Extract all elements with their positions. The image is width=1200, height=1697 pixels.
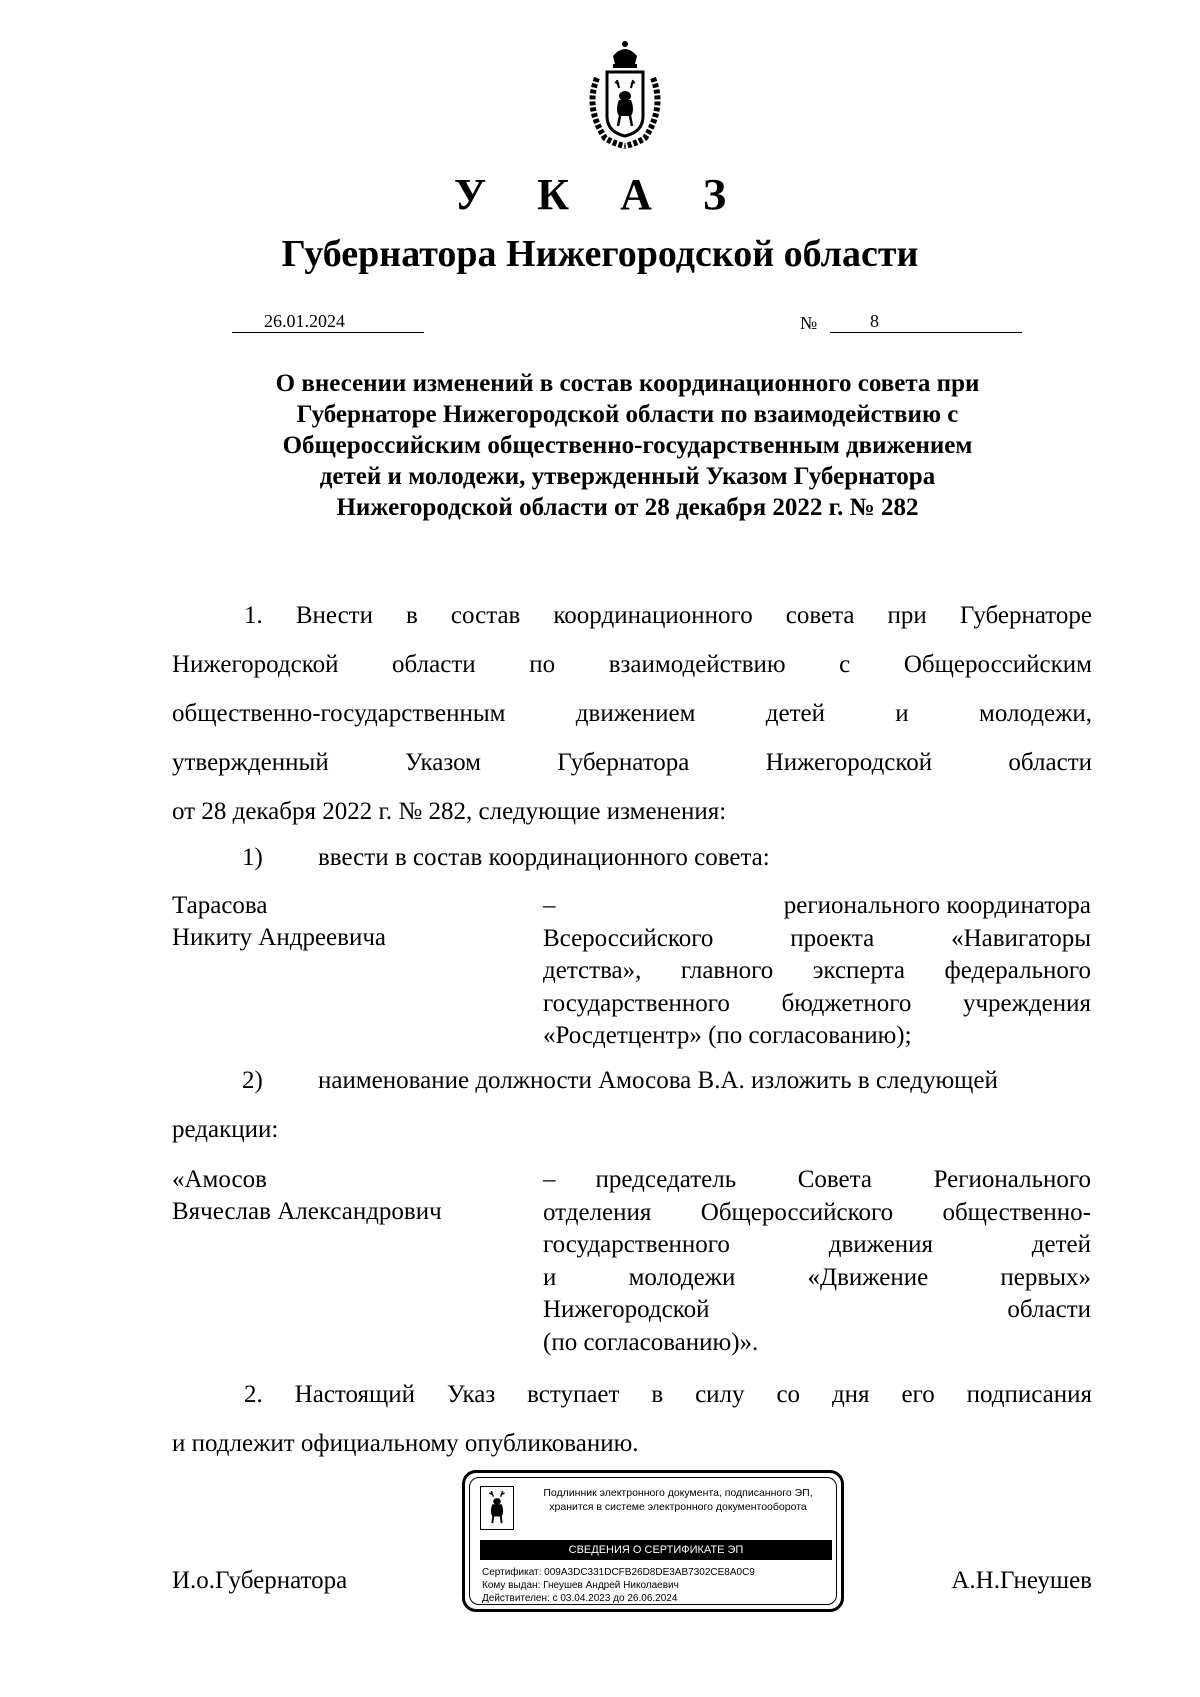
- description-line: «Росдетцентр» (по согласованию);: [543, 1022, 912, 1049]
- electronic-signature-stamp: [462, 1470, 844, 1612]
- description-line: государственного бюджетного учреждения: [543, 989, 1091, 1017]
- paragraph-2: [172, 1370, 1092, 1468]
- person-name-line: Никиту Андреевича: [172, 924, 387, 951]
- description-line: (по согласованию)».: [543, 1328, 759, 1356]
- person-1-name: [172, 890, 512, 954]
- description-line: Нижегородской области: [543, 1296, 1091, 1323]
- item-2-number: 2): [242, 1067, 263, 1094]
- description-line: регионального координатора: [783, 892, 1091, 919]
- coat-of-arms-icon: [575, 38, 675, 150]
- certificate-bar: СВЕДЕНИЯ О СЕРТИФИКАТЕ ЭП: [480, 1540, 832, 1560]
- issuer-title: Губернатора Нижегородской области: [281, 233, 919, 275]
- signatory-position: И.о.Губернатора: [172, 1567, 348, 1594]
- person-name-line: Вячеслав Александрович: [172, 1198, 442, 1225]
- deer-emblem-icon: [480, 1486, 514, 1530]
- document-date: 26.01.2024: [232, 310, 424, 333]
- stamp-header-line: хранится в системе электронного документооборота: [549, 1501, 807, 1513]
- stamp-header: [522, 1486, 834, 1514]
- certificate-validity: Действителен: с 03.04.2023 до 26.06.2024: [482, 1593, 678, 1604]
- description-line: председатель Совета Регионального: [595, 1166, 1091, 1193]
- subject-line: Нижегородской области от 28 декабря 2022 г. № 282: [336, 494, 919, 521]
- document-subject: [200, 368, 1055, 523]
- description-line: детства», главного эксперта федерального: [543, 957, 1091, 984]
- dash: –: [543, 892, 556, 919]
- subject-line: Общероссийским общественно-государственным движением: [282, 432, 973, 459]
- description-line: отделения Общероссийского общественно-: [543, 1198, 1091, 1226]
- description-line: Всероссийского проекта «Навигаторы: [543, 924, 1091, 952]
- certificate-number: Сертификат: 009A3DC331DCFB26D8DE3AB7302CE8A0C9: [482, 1567, 755, 1578]
- number-label: №: [800, 313, 818, 333]
- certificate-details: [482, 1566, 755, 1605]
- paragraph-line: от 28 декабря 2022 г. № 282, следующие изменения:: [172, 798, 727, 825]
- person-2-description: [543, 1164, 1091, 1359]
- paragraph-line: утвержденный Указом Губернатора Нижегородской области: [172, 749, 1092, 776]
- person-2-name: [172, 1164, 512, 1228]
- item-2-text: наименование должности Амосова В.А. изложить в следующей: [318, 1067, 998, 1094]
- person-name-line: Тарасова: [172, 892, 268, 919]
- stamp-header-line: Подлинник электронного документа, подписанного ЭП,: [543, 1487, 813, 1499]
- document-type-title: У К А З: [453, 170, 747, 219]
- item-2-continuation: редакции:: [172, 1116, 279, 1143]
- certificate-owner: Кому выдан: Гнеушев Андрей Николаевич: [482, 1580, 679, 1591]
- paragraph-line: общественно-государственным движением детей и молодежи,: [172, 700, 1092, 727]
- description-line: государственного движения детей: [543, 1231, 1091, 1258]
- paragraph-line: Нижегородской области по взаимодействию с Общероссийским: [172, 651, 1092, 678]
- paragraph-line: 1. Внести в состав координационного совета при Губернаторе: [244, 602, 1092, 629]
- paragraph-line: и подлежит официальному опубликованию.: [172, 1430, 639, 1457]
- item-1-number: 1): [242, 844, 263, 871]
- subject-line: Губернаторе Нижегородской области по взаимодействию с: [296, 401, 959, 428]
- paragraph-line: 2. Настоящий Указ вступает в силу со дня его подписания: [244, 1381, 1092, 1408]
- person-1-description: [543, 890, 1091, 1053]
- paragraph-1: [172, 591, 1092, 836]
- document-number: 8: [830, 310, 1022, 333]
- dash: –: [543, 1166, 556, 1193]
- signatory-name: А.Н.Гнеушев: [951, 1567, 1092, 1594]
- person-name-line: «Амосов: [172, 1166, 267, 1193]
- description-line: и молодежи «Движение первых»: [543, 1263, 1091, 1291]
- subject-line: детей и молодежи, утвержденный Указом Губернатора: [319, 463, 936, 490]
- subject-line: О внесении изменений в состав координационного совета при: [275, 370, 980, 397]
- item-1-text: ввести в состав координационного совета:: [318, 844, 770, 871]
